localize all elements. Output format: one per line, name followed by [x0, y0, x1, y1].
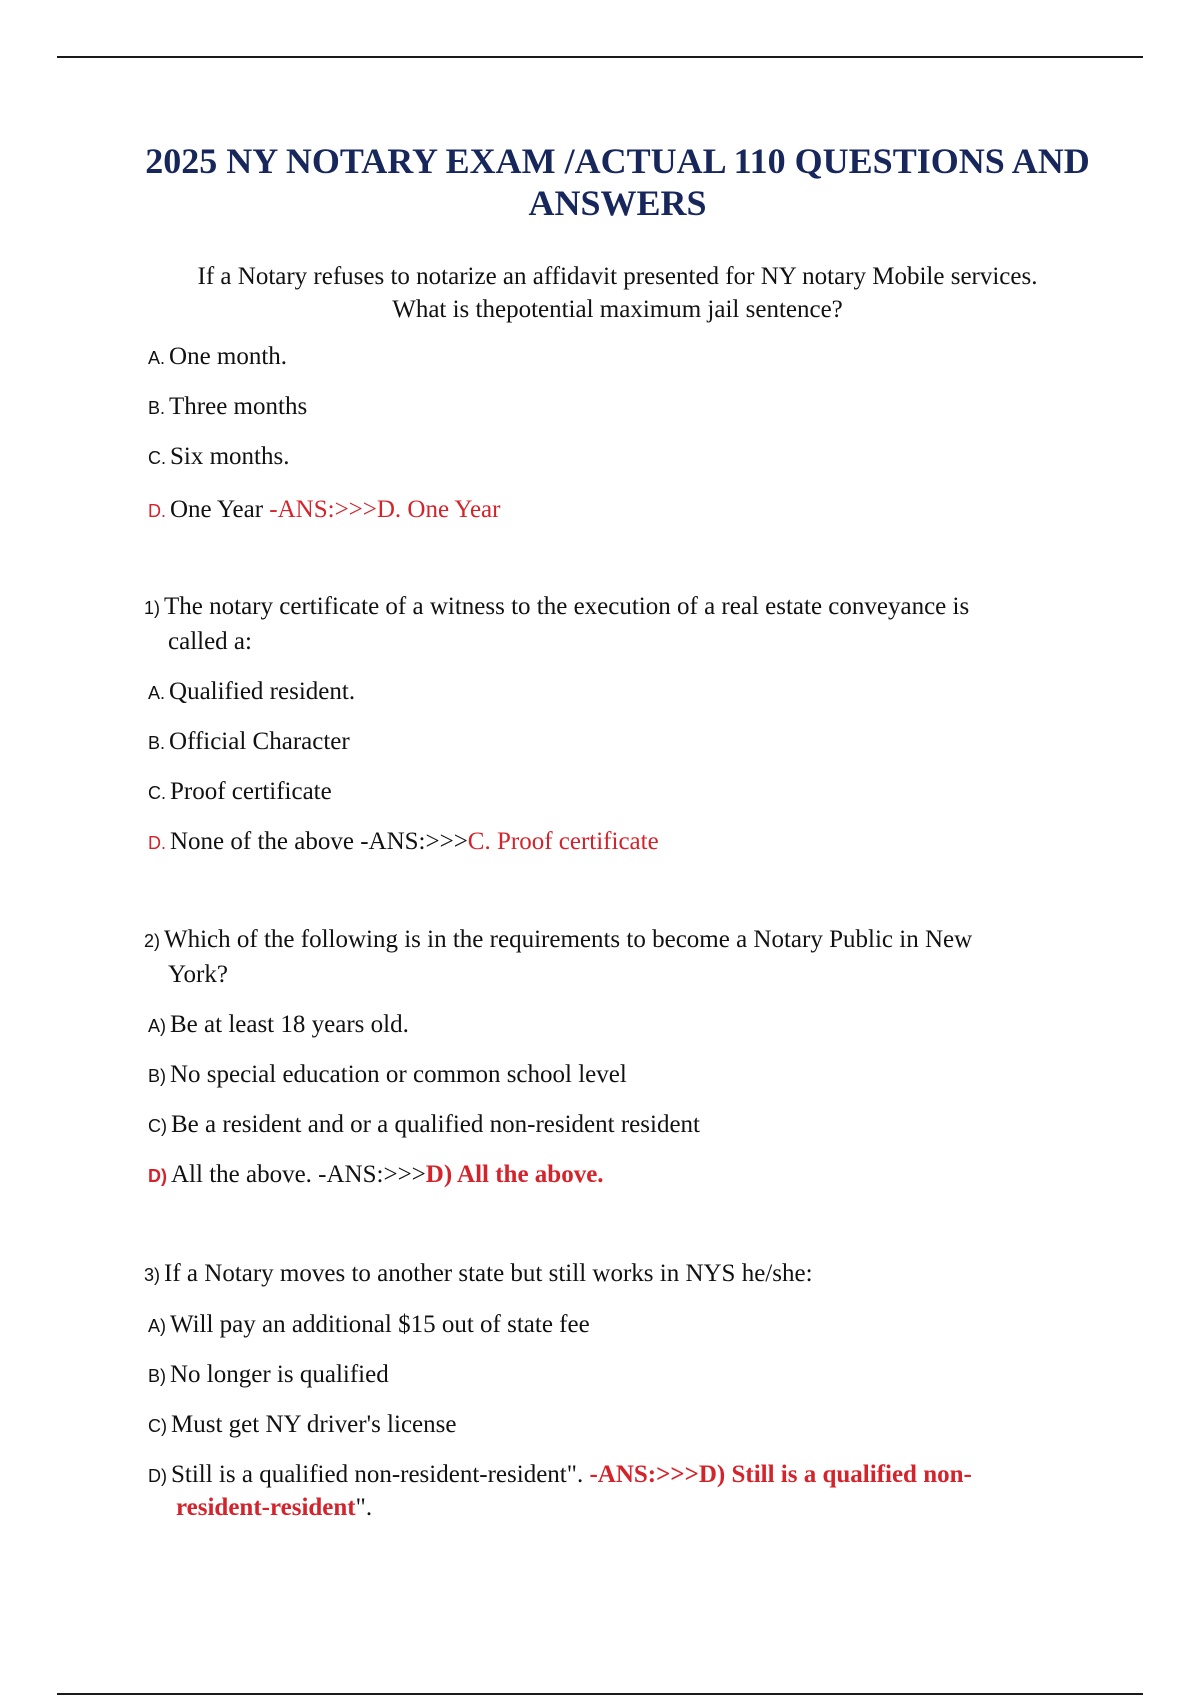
answer-text: D) All the above.: [425, 1161, 604, 1188]
option-letter: A.: [148, 348, 166, 368]
option-text: Official Character: [169, 728, 350, 755]
option-letter: B.: [148, 398, 166, 418]
intro-option-c: [148, 440, 289, 475]
option-text: Qualified resident.: [169, 678, 356, 705]
question-line-2: called a:: [168, 628, 252, 655]
q3-option-b: [148, 1358, 389, 1393]
intro-question-line-2: What is thepotential maximum jail sentence?: [392, 296, 843, 323]
intro-option-a: [148, 340, 287, 375]
question-line-1: The notary certificate of a witness to the execution of a real estate conveyance is: [164, 593, 970, 620]
intro-option-b: [148, 390, 307, 425]
question-number: 3): [144, 1265, 161, 1285]
option-letter: A): [148, 1316, 166, 1336]
q3-option-d: [148, 1458, 972, 1493]
option-text: One Year: [170, 496, 270, 523]
question-number: 1): [144, 598, 161, 618]
option-text: Will pay an additional $15 out of state fee: [170, 1311, 590, 1338]
question-line-2: York?: [168, 961, 228, 988]
question-line-1: Which of the following is in the requirements to become a Notary Public in New: [164, 926, 973, 953]
title-line-2: ANSWERS: [528, 183, 707, 223]
option-text: Still is a qualified non-resident-resident".: [171, 1461, 590, 1488]
top-rule: [57, 56, 1143, 58]
q3-option-a: [148, 1308, 590, 1343]
option-text: No longer is qualified: [170, 1361, 389, 1388]
option-text: Be a resident and or a qualified non-resident resident: [171, 1111, 700, 1138]
option-letter: D.: [148, 833, 166, 853]
option-text: Be at least 18 years old.: [170, 1011, 409, 1038]
option-letter: A.: [148, 683, 166, 703]
option-letter: C): [148, 1416, 167, 1436]
answer-text-line-2: resident-resident: [176, 1494, 356, 1521]
option-letter: B): [148, 1366, 166, 1386]
option-letter: D): [148, 1466, 167, 1486]
intro-option-d: [148, 493, 500, 528]
option-text: No special education or common school level: [170, 1061, 627, 1088]
option-text: Proof certificate: [170, 778, 332, 805]
option-text: Must get NY driver's license: [171, 1411, 457, 1438]
question-2: [144, 923, 1084, 991]
option-text: One month.: [169, 343, 288, 370]
answer-text: C. Proof certificate: [467, 828, 659, 855]
option-letter: C.: [148, 783, 166, 803]
option-text: Six months.: [170, 443, 290, 470]
intro-question: [130, 260, 1105, 326]
title-line-1: 2025 NY NOTARY EXAM /ACTUAL 110 QUESTIONS AND: [145, 141, 1090, 181]
option-letter: C): [148, 1116, 167, 1136]
option-letter: A): [148, 1016, 166, 1036]
page-title: [100, 140, 1135, 224]
question-3: [144, 1257, 1084, 1292]
answer-text: -ANS:>>>D) Still is a qualified non-: [589, 1461, 972, 1488]
q2-option-c: [148, 1108, 700, 1143]
q3-option-c: [148, 1408, 456, 1443]
q2-option-a: [148, 1008, 409, 1043]
option-letter: D): [148, 1166, 167, 1186]
q1-option-a: [148, 675, 355, 710]
question-1: [144, 590, 1084, 658]
bottom-rule: [57, 1693, 1143, 1695]
option-letter: C.: [148, 448, 166, 468]
option-letter: B.: [148, 733, 166, 753]
q1-option-d: [148, 825, 659, 860]
q3-option-d-continued: [176, 1491, 372, 1524]
answer-text: -ANS:>>>D. One Year: [269, 496, 501, 523]
q2-option-d: [148, 1158, 604, 1193]
option-text: None of the above -ANS:>>>: [170, 828, 468, 855]
q1-option-b: [148, 725, 350, 760]
q1-option-c: [148, 775, 332, 810]
option-letter: B): [148, 1066, 166, 1086]
option-letter: D.: [148, 501, 166, 521]
question-line-1: If a Notary moves to another state but still works in NYS he/she:: [164, 1260, 813, 1287]
option-text: All the above. -ANS:>>>: [171, 1161, 426, 1188]
question-number: 2): [144, 931, 161, 951]
option-text: Three months: [169, 393, 308, 420]
intro-question-line-1: If a Notary refuses to notarize an affidavit presented for NY notary Mobile services.: [197, 263, 1038, 290]
answer-tail: ".: [355, 1494, 373, 1521]
q2-option-b: [148, 1058, 627, 1093]
